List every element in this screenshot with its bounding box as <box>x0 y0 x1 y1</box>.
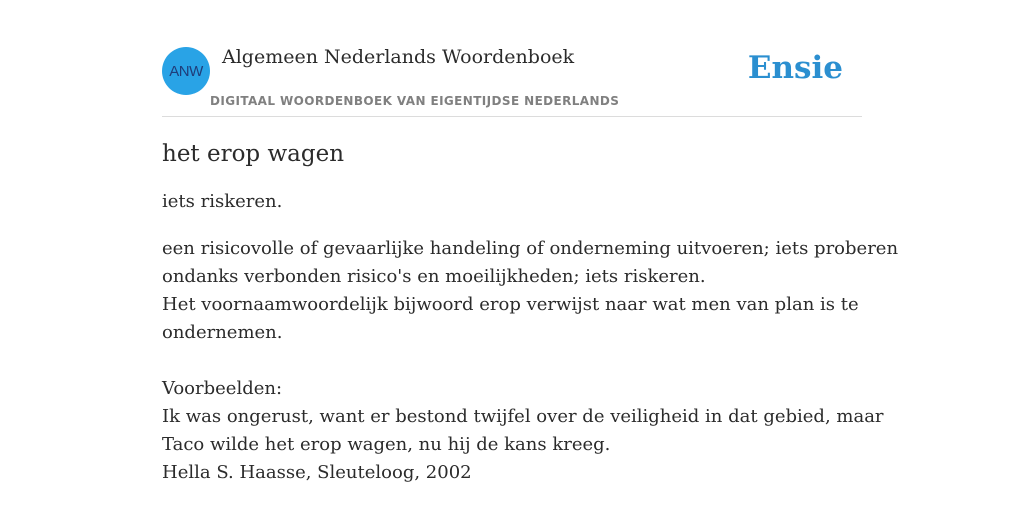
example-source: Hella S. Haasse, Sleuteloog, 2002 <box>162 462 472 483</box>
definition-line: ondernemen. <box>162 322 283 343</box>
definition-line: ondanks verbonden risico's en moeilijkheden; iets riskeren. <box>162 266 706 287</box>
ensie-brand-logo[interactable]: Ensie <box>747 50 843 86</box>
short-definition: iets riskeren. <box>162 191 283 212</box>
example-line: Ik was ongerust, want er bestond twijfel over de veiligheid in dat gebied, maar <box>162 406 884 427</box>
long-definition <box>162 235 899 487</box>
examples-label: Voorbeelden: <box>162 378 283 399</box>
dictionary-title[interactable]: Algemeen Nederlands Woordenboek <box>222 46 575 68</box>
dictionary-subtitle: DIGITAAL WOORDENBOEK VAN EIGENTIJDSE NEDERLANDS <box>210 94 620 108</box>
site-header <box>162 40 862 117</box>
entry-headword: het erop wagen <box>162 141 345 167</box>
logo-text: ANW <box>169 62 203 80</box>
entry-content <box>162 138 899 487</box>
definition-line: een risicovolle of gevaarlijke handeling of onderneming uitvoeren; iets proberen <box>162 238 899 259</box>
anw-logo[interactable] <box>162 47 210 95</box>
paragraph-spacer <box>162 347 862 375</box>
definition-line: Het voornaamwoordelijk bijwoord erop verwijst naar wat men van plan is te <box>162 294 859 315</box>
example-line: Taco wilde het erop wagen, nu hij de kans kreeg. <box>162 434 611 455</box>
